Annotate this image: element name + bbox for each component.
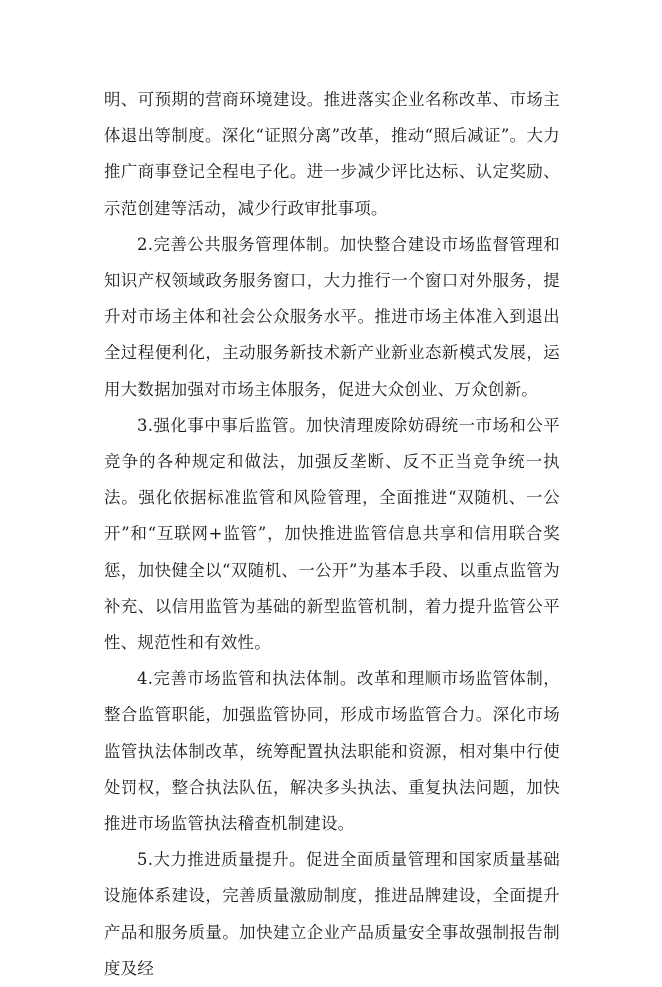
- paragraph-item-3: 3.强化事中事后监管。加快清理废除妨碍统一市场和公平竞争的各种规定和做法，加强反垄断、反不正当竞争统一执法。强化依据标准监管和风险管理，全面推进“双随机、一公开”和“互联网+监管”，加快推进监管信息共享和信用联合奖惩，加快健全以“双随机、一公开”为基本手段、以重点监管为补充、以信用监管为基础的新型监管机制，着力提升监管公平性、规范性和有效性。: [104, 415, 560, 653]
- paragraph-continuation: 明、可预期的营商环境建设。推进落实企业名称改革、市场主体退出等制度。深化“证照分离”改革，推动“照后减证”。大力推广商事登记全程电子化。进一步减少评比达标、认定奖励、示范创建等活动，减少行政审批事项。: [104, 90, 560, 218]
- paragraph-item-4: 4.完善市场监管和执法体制。改革和理顺市场监管体制，整合监管职能，加强监管协同，形成市场监管合力。深化市场监管执法体制改革，统筹配置执法职能和资源，相对集中行使处罚权，整合执法队伍，解决多头执法、重复执法问题，加快推进市场监管执法稽查机制建设。: [104, 669, 560, 834]
- paragraph-item-5: 5.大力推进质量提升。促进全面质量管理和国家质量基础设施体系建设，完善质量激励制度，推进品牌建设，全面提升产品和服务质量。加快建立企业产品质量安全事故强制报告制度及经: [104, 850, 560, 978]
- document-body: [104, 82, 560, 987]
- paragraph-item-2: 2.完善公共服务管理体制。加快整合建设市场监督管理和知识产权领域政务服务窗口，大力推行一个窗口对外服务，提升对市场主体和社会公众服务水平。推进市场主体准入到退出全过程便利化，主动服务新技术新产业新业态新模式发展，运用大数据加强对市场主体服务，促进大众创业、万众创新。: [104, 234, 560, 399]
